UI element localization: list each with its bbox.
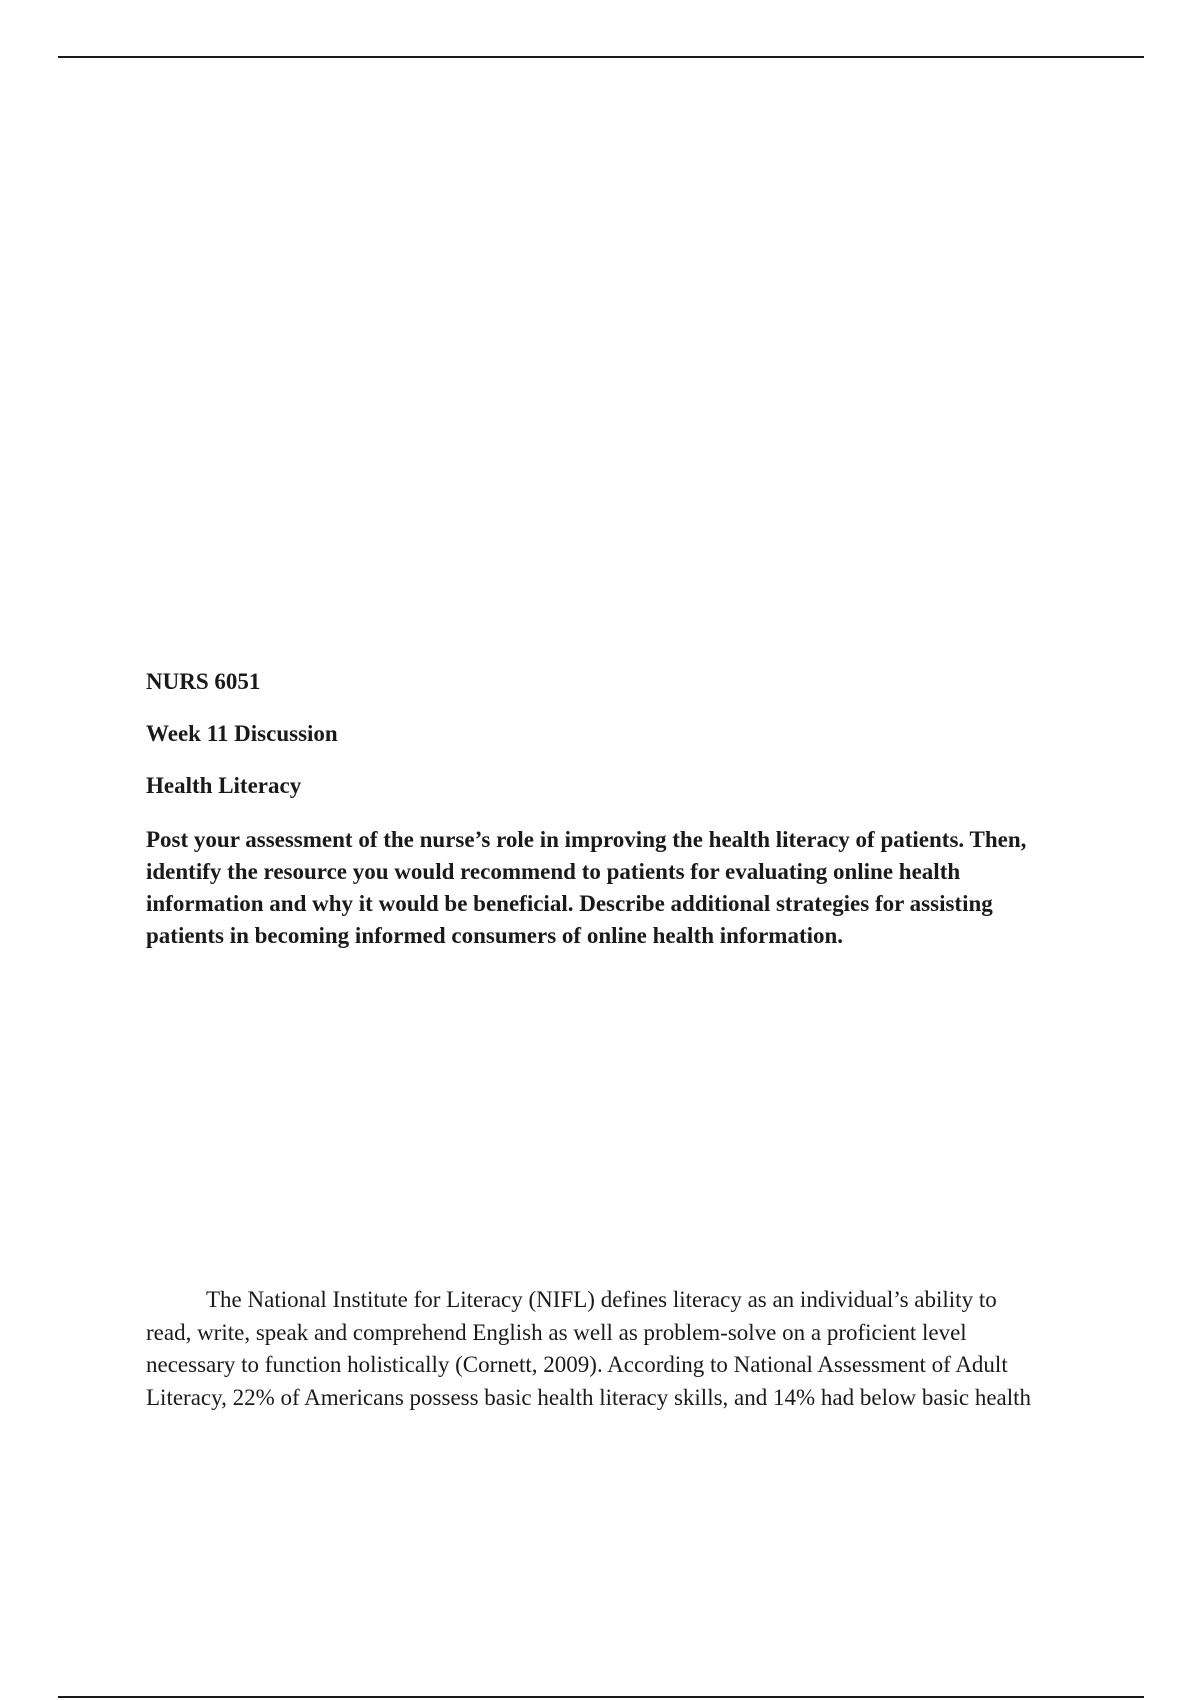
body-paragraph <box>146 1284 1146 1414</box>
body-line: read, write, speak and comprehend English as well as problem-solve on a proficient level <box>146 1319 967 1345</box>
topic-title: Health Literacy <box>146 773 302 798</box>
page-bottom-rule <box>58 1696 1144 1698</box>
week-title: Week 11 Discussion <box>146 721 338 746</box>
body-line: necessary to function holistically (Cornett, 2009). According to National Assessment of Adult <box>146 1352 1008 1377</box>
body-line: The National Institute for Literacy (NIFL) defines literacy as an individual’s ability to <box>206 1287 997 1312</box>
prompt-line: Post your assessment of the nurse’s role in improving the health literacy of patients. Then, <box>146 827 1027 852</box>
prompt-line: information and why it would be beneficial. Describe additional strategies for assisting <box>146 891 993 916</box>
body-line: Literacy, 22% of Americans possess basic health literacy skills, and 14% had below basic health <box>146 1384 1032 1410</box>
discussion-prompt <box>146 824 1106 952</box>
page-top-rule <box>58 56 1144 58</box>
prompt-line: patients in becoming informed consumers of online health information. <box>146 923 844 948</box>
prompt-line: identify the resource you would recommend to patients for evaluating online health <box>146 859 961 884</box>
course-code: NURS 6051 <box>146 669 261 694</box>
